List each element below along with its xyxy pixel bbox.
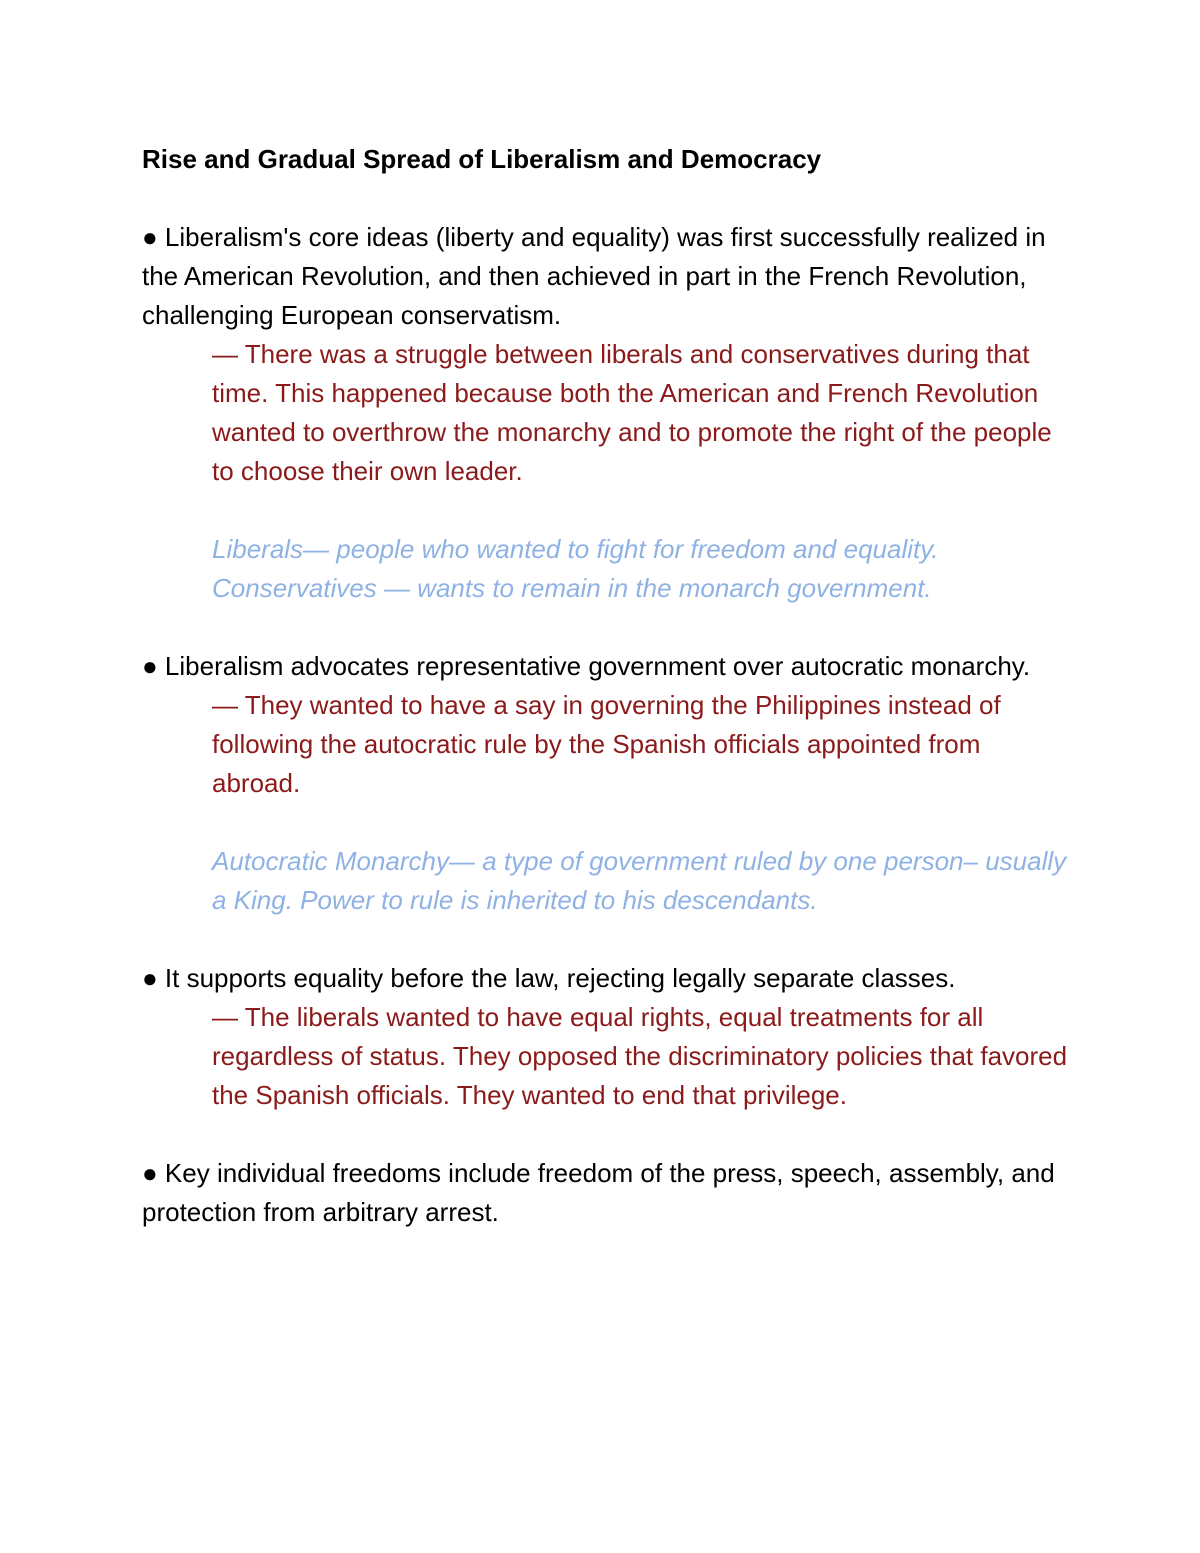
section-individual-freedoms: [142, 1154, 1072, 1232]
definition-block: [212, 842, 1072, 920]
bullet-text: ● Key individual freedoms include freedom of the press, speech, assembly, and protection from arbitrary arrest.: [142, 1158, 1055, 1227]
definition-block: [212, 530, 1072, 608]
bullet-text: ● Liberalism advocates representative government over autocratic monarchy.: [142, 651, 1031, 681]
note-text: — There was a struggle between liberals and conservatives during that time. This happened because both the American and French Revolution wanted to overthrow the monarchy and to promote the right of the people to choose their own leader.: [212, 339, 1052, 486]
note-text: — They wanted to have a say in governing the Philippines instead of following the autocratic rule by the Spanish officials appointed from abroad.: [212, 690, 1001, 798]
bullet-text: ● Liberalism's core ideas (liberty and equality) was first successfully realized in the American Revolution, and then achieved in part in the French Revolution, challenging European conservatism.: [142, 222, 1046, 330]
document-title: Rise and Gradual Spread of Liberalism and Democracy: [142, 144, 822, 174]
bullet-text: ● It supports equality before the law, rejecting legally separate classes.: [142, 963, 956, 993]
definition-liberals: Liberals— people who wanted to fight for freedom and equality.: [212, 534, 939, 564]
definition-conservatives: Conservatives — wants to remain in the monarch government.: [212, 573, 932, 603]
note-text: — The liberals wanted to have equal rights, equal treatments for all regardless of status. They opposed the discriminatory policies that favored the Spanish officials. They wanted to end that privilege.: [212, 1002, 1068, 1110]
section-representative-government: [142, 647, 1072, 920]
section-liberalism-core-ideas: [142, 218, 1072, 608]
document-page: [142, 140, 1072, 1271]
section-equality-before-law: [142, 959, 1072, 1115]
definition-autocratic-monarchy: Autocratic Monarchy— a type of government ruled by one person– usually a King. Power to rule is inherited to his descendants.: [212, 846, 1067, 915]
